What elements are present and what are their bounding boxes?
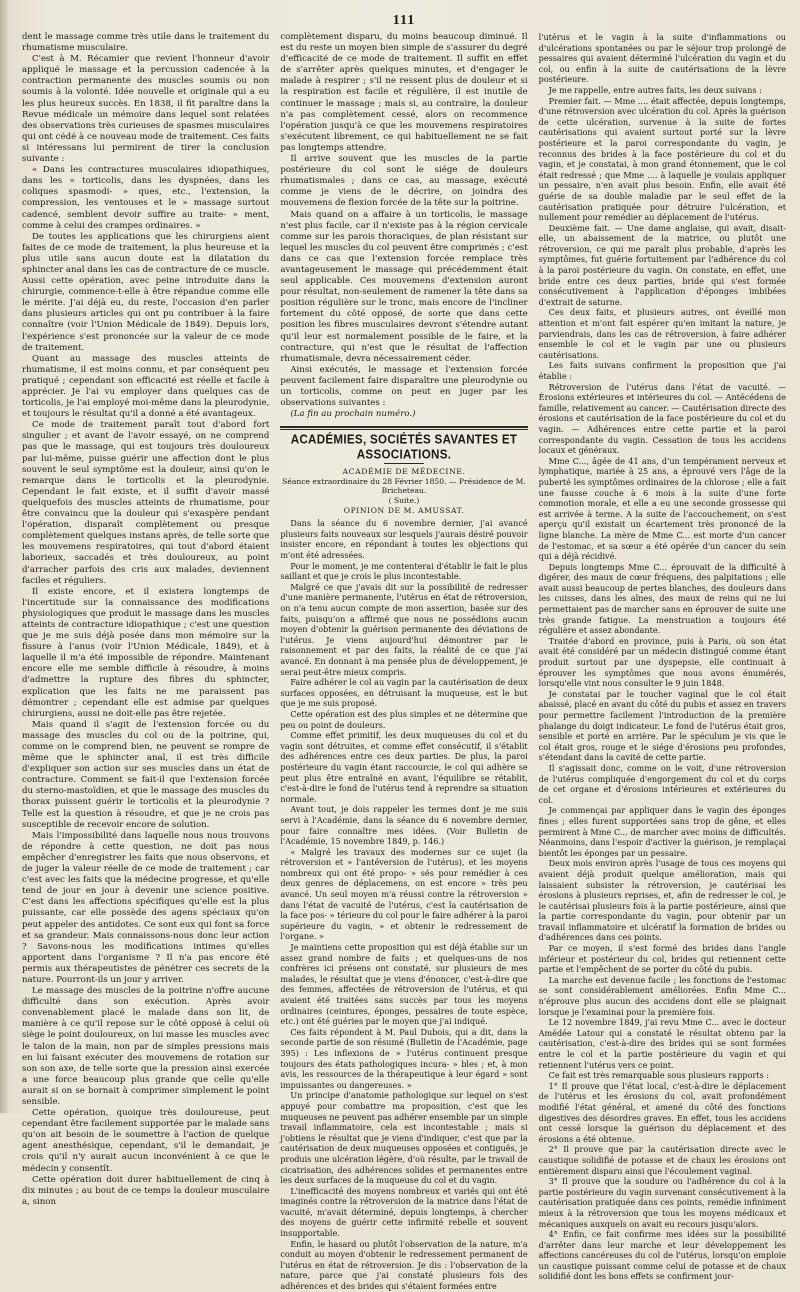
- paragraph: Depuis longtemps Mme C... éprouvait de la difficulté à digérer, des maux de cœur fréquens, des palpitations ; elle avait aussi beaucoup de pertes blanches, des douleurs dans les cuisses, dans les aînes, des maux de reins qui ne lui permettaient pas de marcher sans en éprouver de suite une très grande fatigue. La menstruation a toujours été régulière et assez abondante.: [538, 561, 786, 636]
- paragraph: La marche est devenue facile ; les fonctions de l'estomac se sont considérablement améliorées. Enfin Mme C... n'éprouve plus aucun des accidens dont elle se plaignait lorsque je l'examinai pour la première fois.: [538, 974, 786, 1017]
- paragraph: Ce fait est très remarquable sous plusieurs rapports :: [548, 1070, 770, 1081]
- paragraph: Mais quand on a affaire à un torticolis, le massage n'est plus facile, car il n'existe pas à la région cervicale comme sur les parois thoraciques, de plan résistant sur lequel les muscles du col peuvent être comprimés ; c'est dans ce cas que l'extension forcée remplace très avantageusement le massage qui précédemment était seul applicable. Ces mouvemens d'extension auront pour résultat, non-seulement de ramener la tête dans sa position régulière sur le tronc, mais encore de l'incliner fortement du côté opposé, de sorte que dans cette position les fibres musculaires devront s'étendre autant qu'il leur est normalement possible de le faire, et la contracture, qui n'est que le résultat de l'affection rhumatismale, devra nécessairement céder.: [280, 209, 528, 364]
- paragraph: L'inefficacité des moyens nombreux et variés qui ont été imaginés contre la rétroversion de la matrice dans l'état de vacuité, m'avait déterminé, depuis longtemps, à chercher des moyens de guérir cette infirmité rebelle et souvent insupportable.: [280, 1185, 528, 1239]
- paragraph: Premier fait. — Mme .... était affectée, depuis longtemps, d'une rétroversion avec ulcération du col. Après la guérison de cette ulcération, survenue à la suite de fortes cautérisations qui avaient surtout porté sur la lèvre postérieure et la paroi correspondante du vagin, je reconnus des brides à la face postérieure du col et du vagin, et je constatai, à mon grand étonnement, que le col était redressé ; que Mme .... à laquelle je voulais appliquer un pessaire, n'en avait plus besoin. Enfin, elle avait été guérie de sa double maladie par le seul effet de la cautérisation pratiquée pour détruire l'ulcération, et nullement pour remédier au déplacement de l'utérus.: [538, 95, 786, 223]
- paragraph: Cette opération, quoique très douloureuse, peut cependant être facilement supportée par le malade sans qu'on ait besoin de le soumettre à l'action de quelque agent anesthésique, cependant, s'il le demandait, je crois qu'il n'y aurait aucun inconvénient à ce que le médecin y consentît.: [22, 1108, 270, 1174]
- paragraph: 4° Enfin, ce fait confirme mes idées sur la possibilité d'arrêter dans leur marche et leur développement les affections cancéreuses du col de l'utérus, lorsqu'on emploie un caustique puissant comme celui de potasse et de chaux solidifié dont les bons effets se confirment jour-: [538, 1229, 786, 1282]
- paragraph: Les faits suivans confirment la proposition que j'ai établie :: [538, 360, 786, 381]
- paragraph: Ce mode de traitement paraît tout d'abord fort singulier ; et avant de l'avoir essayé, on ne comprend pas que le massage, qui est toujours très douloureux par lui-même, puisse guérir une affection dont le plus souvent le seul symptôme est la douleur, ainsi qu'on le remarque dans le torticolis et la pleurodynie. Cependant le fait existe, et il suffit d'avoir massé quelquefois des muscles atteints de rhumatisme, pour être convaincu que la douleur qui s'exaspère pendant l'opération, disparaît complètement ou presque complètement quelques instans après, de telle sorte que les mouvemens respiratoires, qui tout d'abord étaient laborieux, saccadés et très douloureux, au point d'arracher parfois des cris aux malades, deviennent faciles et réguliers.: [22, 420, 270, 586]
- section-rule-bottom: [280, 429, 527, 430]
- paragraph: Le massage des muscles de la poitrine n'offre aucune difficulté dans son exécution. Après avoir convenablement placé le malade dans son lit, de manière à ce qu'il repose sur le côté opposé à celui où siège le point douloureux, on lui masse les muscles avec le talon de la main, non par de simples pressions mais en lui faisant exécuter des mouvemens de rotation sur son son axe, de telle sorte que la pression ainsi exercée a une force beaucoup plus grande que celle qu'elle aurait si on se bornait à comprimer simplement le point sensible.: [22, 986, 270, 1107]
- paragraph: Par ce moyen, il s'est formé des brides dans l'angle inférieur et postérieur du col, brides qui retiennent cette partie et l'empêchent de se porter du côté du pubis.: [538, 943, 786, 975]
- paragraph: Avant tout, je dois rappeler les termes dont je me suis servi à l'Académie, dans la séance du 6 novembre dernier, pour faire connaître mes idées. (Voir Bulletin de l'Académie, 15 novembre 1849, p. 146.): [280, 804, 528, 847]
- paragraph: Traitée d'abord en province, puis à Paris, où son état avait été considéré par un médecin distingué comme étant produit surtout par une dyspepsie, elle continuait à éprouver les symptômes que nous avons énumérés, lorsqu'elle vint nous consulter le 9 juin 1848.: [538, 635, 786, 689]
- text-columns: [22, 32, 786, 1292]
- section-heading: ACADÉMIES, SOCIÉTÉS SAVANTES ET ASSOCIATIONS.: [290, 432, 518, 463]
- paragraph: dent le massage comme très utile dans le traitement du rhumatisme musculaire.: [22, 32, 270, 54]
- paragraph: 2° Il prouve que par la cautérisation directe avec le caustique solidifié de potasse et de chaux les érosions ont entièrement disparu ainsi que l'écoulement vaginal.: [538, 1144, 786, 1176]
- paragraph: Cette opération est des plus simples et ne détermine que peu ou point de douleurs.: [280, 708, 528, 730]
- paragraph: Faire adhérer le col au vagin par la cautérisation de deux surfaces opposées, en détruisant la muqueuse, est le but que je me suis proposé.: [280, 677, 528, 709]
- paragraph: Mais quand il s'agit de l'extension forcée ou du massage des muscles du col ou de la poitrine, qui, comme on le comprend bien, ne peuvent se rompre de même que le sphincter anal, il est très difficile d'expliquer son action sur ses muscles dans un état de contracture. Comment se fait-il que l'extension forcée du sterno-mastoïdien, et que le massage des muscles du thorax puissent guérir le torticolis et la pleurodynie ? Telle est la question à résoudre, et que je ne crois pas susceptible de recevoir encore de solution.: [22, 719, 270, 830]
- continued-note: (La fin au prochain numéro.): [290, 409, 416, 420]
- paragraph: Le 12 novembre 1849, j'ai revu Mme C... avec le docteur Amédée Latour qui a constaté le résultat obtenu par la cautérisation, c'est-à-dire des brides qui se sont formées entre le col et la partie postérieure du vagin et qui retiennent l'utérus vers ce point.: [538, 1017, 786, 1070]
- paragraph: Il arrive souvent que les muscles de la partie postérieure du col sont le siége de douleurs rhumatismales ; dans ce cas, au massage, exécuté comme je viens de le décrire, on joindra des mouvemens de flexion forcée de la tête sur la poitrine.: [280, 154, 528, 209]
- paragraph: « Dans les contractures musculaires idiopathiques, dans les » torticolis, dans les dyspnées, dans les coliques spasmodi- » ques, etc., l'extension, la compression, les ventouses et le » massage surtout cadencé, semblent devoir suffire au traite- » ment, comme à celui des crampes ordinaires. »: [22, 165, 270, 231]
- paragraph: Mme C..., âgée de 41 ans, d'un tempérament nerveux et lymphatique, mariée à 25 ans, a éprouvé vers l'âge de la puberté les symptômes ordinaires de la chlorose ; elle a fait une fausse couche à 6 mois à la suite d'une forte commotion morale, et elle a eu une seconde grossesse qui est arrivée à terme. A la suite de l'accouchement, on s'est aperçu qu'il existait un écartement très prononcé de la ligne blanche. La mère de Mme C... est morte d'un cancer de l'estomac, et sa sœur a été opérée d'un cancer du sein qui a déjà récidivé.: [538, 455, 786, 562]
- column-middle: [280, 32, 527, 1292]
- paragraph: l'utérus et le vagin à la suite d'inflammations ou d'ulcérations spontanées ou par le séjour trop prolongé de pessaires qui avaient déterminé l'ulcération du vagin et du col, ou enfin à la suite de cautérisations de la lèvre postérieure.: [538, 32, 786, 85]
- paragraph: Je maintiens cette proposition qui est déjà établie sur un assez grand nombre de faits ; et quelques-uns de nos confrères ici présens ont constaté, sur plusieurs de mes malades, le résultat que je viens d'énoncer, c'est-à-dire que des femmes, affectées de rétroversion de l'utérus, et qui avaient été traitées sans succès par tous les moyens ordinaires (ceintures, éponges, pessaires de toute espèce, etc.) ont été guéries par le moyen que j'ai indiqué.: [280, 942, 528, 1027]
- paragraph: Ainsi exécutés, le massage et l'extension forcée peuvent facilement faire disparaître une pleurodynie ou un torticolis, comme on peut en juger par les observations suivantes :: [280, 364, 528, 409]
- suite-line: ( Suite.): [388, 496, 420, 506]
- paragraph: Ces deux faits, et plusieurs autres, ont éveillé mon attention et m'ont fait espérer qu'en imitant la nature, je parviendrais, dans les cas de rétroversion, à faire adhérer ensemble le col et le vagin par une ou plusieurs cautérisations.: [538, 307, 786, 360]
- academy-subheading: ACADÉMIE DE MÉDECINE.: [342, 467, 466, 477]
- page-number: 111: [392, 13, 416, 28]
- paragraph: Comme effet primitif, les deux muqueuses du col et du vagin sont détruites, et comme effet consécutif, il s'établit des adhérences entre ces deux parties. De plus, la paroi postérieure du vagin étant raccourcie, le col qui adhère se peut plus être entraîné en avant, l'équilibre se rétablit, c'est-à-dire le fond de l'utérus tend à reprendre sa situation normale.: [280, 730, 528, 804]
- paragraph: C'est à M. Récamier que revient l'honneur d'avoir appliqué le massage et la percussion cadencée à la contraction permanente des muscles soumis ou non soumis à la volonté. Idée nouvelle et originale qui a eu les plus heureux succès. En 1838, il fit paraître dans la Revue médicale un mémoire dans lequel sont relatées des observations très curieuses de spasmes musculaires qui ont cédé à ce nouveau mode de traitement. Ces faits si intéressans lui permirent de tirer la conclusion suivante :: [22, 54, 270, 165]
- paragraph: Il s'agissait donc, comme on le voit, d'une rétroversion de l'utérus compliquée d'engorgement du col et du corps de cet organe et d'érosions intérieures et extérieures du col.: [538, 762, 786, 805]
- paragraph: Ces faits répondent à M. Paul Dubois, qui a dit, dans la seconde partie de son résumé (Bulletin de l'Académie, page 395) : Les inflexions de » l'utérus continuent presque toujours des états pathologiques incura- » bles ; et, à mon avis, les ressources de la thérapeutique à leur égard » sont impuissantes ou dangereuses. »: [280, 1026, 528, 1090]
- column-right: [539, 32, 786, 1292]
- paragraph: Cette opération doit durer habituellement de cinq à dix minutes ; au bout de ce temps la douleur musculaire a, sinon: [22, 1174, 270, 1207]
- heading-divider: [384, 463, 424, 464]
- column-left: [22, 32, 269, 1292]
- paragraph: Malgré ce que j'avais dit sur la possibilité de redresser d'une manière permanente, l'utérus en état de rétroversion, on n'a tenu aucun compte de mon assertion, basée sur des faits, puisqu'on a affirmé que nous ne possédions aucun moyen d'obtenir la guérison permanente des déviations de l'utérus. Je viens aujourd'hui démontrer par le raisonnement et par des faits, la réalité de ce que j'ai avancé. En donnant à ma pensée plus de développement, je serai peut-être mieux compris.: [280, 581, 528, 677]
- paragraph: 3° Il prouve que la soudure ou l'adhérence du col à la partie postérieure du vagin survenant consécutivement à la cautérisation pratiquée dans ces points, remédie infiniment mieux à la rétroversion que tous les moyens médicaux et mécaniques auxquels on avait eu recours jusqu'alors.: [538, 1176, 786, 1229]
- paragraph: De toutes les applications que les chirurgiens aient faites de ce mode de traitement, la plus heureuse et la plus utile sans aucun doute est la dilatation du sphincter anal dans les cas de contracture de ce muscle. Aussi cette opération, avec peine introduite dans la chirurgie, commence-t-elle à être répandue comme elle le mérite. J'ai déjà eu, du reste, l'occasion d'en parler dans plusieurs articles qui ont pu contribuer à la faire connaître (voir l'Union Médicale de 1849). Depuis lors, l'expérience s'est prononcée sur la valeur de ce mode de traitement.: [22, 231, 270, 353]
- academy-report: [280, 518, 527, 1291]
- paragraph: Rétroversion de l'utérus dans l'état de vacuité. — Érosions extérieures et intérieures du col. — Antécédens de famille, relativement au cancer. — Cautérisation directe des érosions et cautérisation de la face postérieure du col et du vagin. — Adhérences entre cette partie et la paroi correspondante du vagin. Cessation de tous les accidens locaux et généraux.: [538, 381, 786, 456]
- paragraph: Je commençai par appliquer dans le vagin des éponges fines ; elles furent supportées sans trop de gêne, et elles permirent à Mme C... de marcher avec moins de difficultés. Néanmoins, dans l'espoir d'activer la guérison, je remplaçai bientôt les éponges par un pessaire.: [538, 805, 786, 858]
- paragraph: Mais l'impossibilité dans laquelle nous nous trouvons de répondre à cette question, ne doit pas nous empêcher d'enregistrer les faits que nous observons, et de juger la valeur réelle de ce mode de traitement ; car c'est avec les faits que la médecine progresse, et qu'elle tend de jour en jour à devenir une science positive. C'est dans les affections spécifiques qu'elle est la plus puissante, car elle possède des agens spéciaux qu'on peut appeler des antidotes. Ce sont eux qui font sa force et sa grandeur. Mais connaissons-nous donc leur action ? Savons-nous les modifications intimes qu'elles apportent dans l'organisme ? Il n'a pas encore été permis aux thérapeutistes de pénétrer ces secrets de la nature. Pourront-ils un jour y arriver.: [22, 830, 270, 985]
- paragraph: Dans la séance du 6 novembre dernier, j'ai avancé plusieurs faits nouveaux sur lesquels j'aurais désiré pouvoir insister encore, en répondant à toutes les objections qui m'ont été adressées.: [280, 518, 528, 561]
- binding-shadow: [0, 0, 8, 1113]
- article-continuation: [280, 32, 527, 409]
- paragraph: Deux mois environ après l'usage de tous ces moyens qui avaient déjà produit quelque amélioration, mais qui laissaient subsister la rétroversion, je cautérisai les érosions à plusieurs reprises, et, afin de redresser le col, je le cautérisai plusieurs fois à la partie postérieure, ainsi que la partie correspondante du vagin, pour obtenir par un travail inflammatoire et ulcératif la formation de brides ou d'adhérences dans ces points.: [538, 858, 786, 943]
- paragraph: complètement disparu, du moins beaucoup diminué. Il est du reste un moyen bien simple de s'assurer du degré d'efficacité de ce mode de traitement. Il suffit en effet de s'arrêter après quelques minutes, et d'engager le malade à respirer ; s'il ne ressent plus de douleur et si la respiration est facile et régulière, il est inutile de continuer le massage ; mais si, au contraire, la douleur n'a pas complètement cessé, alors on recommence l'opération jusqu'à ce que les mouvemens respiratoires s'exécutent librement, ce qui habituellement ne se fait pas longtemps attendre.: [280, 32, 528, 153]
- paragraph: Pour le moment, je me contenterai d'établir le fait le plus saillant et que je crois le plus incontestable.: [280, 560, 528, 582]
- paragraph: Enfin, le hasard ou plutôt l'observation de la nature, m'a conduit au moyen d'obtenir le redressement permanent de l'utérus en état de rétroversion. Je dis : l'observation de la nature, parce que j'ai constaté plusieurs fois des adhérences et des brides qui s'étaient formées entre: [280, 1238, 528, 1292]
- paragraph: Il existe encore, et il existera longtemps de l'incertitude sur la connaissance des modifications physiologiques que produit le massage dans les muscles atteints de contracture idiopathique ; c'est une question que je me suis déjà posée dans mon mémoire sur la fissure à l'anus (voir l'Union Médicale, 1849), et à laquelle il m'a été impossible de répondre. Maintenant encore elle me semble difficile à résoudre, à moins d'admettre la rupture des fibres du sphincter, explication que les faits ne me paraissent pas démontrer ; cependant elle est admise par quelques chirurgiens, aussi ne doit-elle pas être rejetée.: [22, 586, 270, 719]
- opinion-line: OPINION DE M. AMUSSAT.: [343, 506, 465, 516]
- paragraph: Deuxième fait. — Une dame anglaise, qui avait, disait-elle, un abaissement de la matrice, ou plutôt une rétroversion, ce qui me paraît plus probable, d'après les symptômes, fut guérie fortuitement par l'adhérence du col à la paroi postérieure du vagin. On constate, en effet, une bride entre ces deux parties, bride qui s'est formée consécutivement à l'application d'éponges imbibées d'extrait de saturne.: [538, 222, 786, 307]
- paragraph: « Malgré les travaux des modernes sur ce sujet (la rétroversion et » l'antéversion de l'utérus), et les moyens nombreux qui ont été propo- » sés pour remédier à ces deux genres de déplacemens, on est encore » très peu avancé. Un seul moyen m'a réussi contre la rétroversion » dans l'état de vacuité de l'utérus, c'est la cautérisation de la face pos- » térieure du col pour le faire adhérer à la paroi supérieure du vagin, » et obtenir le redressement de l'organe. »: [280, 846, 528, 942]
- paragraph: Un principe d'anatomie pathologique sur lequel on s'est appuyé pour combattre ma proposition, c'est que les muqueuses ne peuvent pas adhérer ensemble par un simple travail inflammatoire, cela est incontestable ; mais si j'obtiens le résultat que je viens d'indiquer, c'est que par la cautérisation de deux muqueuses opposées et contiguës, je produis une ulcération légère, d'où résulte, par le travail de cicatrisation, des adhérences solides et permanentes entre les deux surfaces de la muqueuse du col et du vagin.: [280, 1090, 528, 1186]
- paragraph: Je constatai par le toucher vaginal que le col était abaissé, placé en avant du côté du pubis et assez en travers pour permettre facilement l'introduction de la première phalange du doigt indicateur. Le fond de l'utérus était gros, sensible et porté en arrière. Par le spéculum je vis que le col était gros, rouge et le siége d'érosions peu profondes, s'étendant dans la cavité de cette partie.: [538, 688, 786, 763]
- session-line: Séance extraordinaire du 28 Février 1850. — Présidence de M. Bricheteau.: [282, 477, 526, 496]
- section-rule-top: [280, 426, 527, 428]
- paragraph: 1° Il prouve que l'état local, c'est-à-dire le déplacement de l'utérus et les érosions du col, avait profondément modifié l'état général, et amené du côté des fonctions digestives des désordres graves. En effet, tous les accidens ont cessé lorsque la guérison du déplacement et des érosions a été obtenue.: [538, 1080, 786, 1144]
- paragraph: Je me rappelle, entre autres faits, les deux suivans :: [548, 84, 762, 95]
- paragraph: Quant au massage des muscles atteints de rhumatisme, il est moins connu, et par conséquent peu pratiqué ; cependant son efficacité est réelle et facile à apprécier. Je l'ai vu employer dans quelques cas de torticolis, je l'ai employé moi-même dans la pleurodynie, et toujours le résultat qu'il a donné a été avantageux.: [22, 353, 270, 420]
